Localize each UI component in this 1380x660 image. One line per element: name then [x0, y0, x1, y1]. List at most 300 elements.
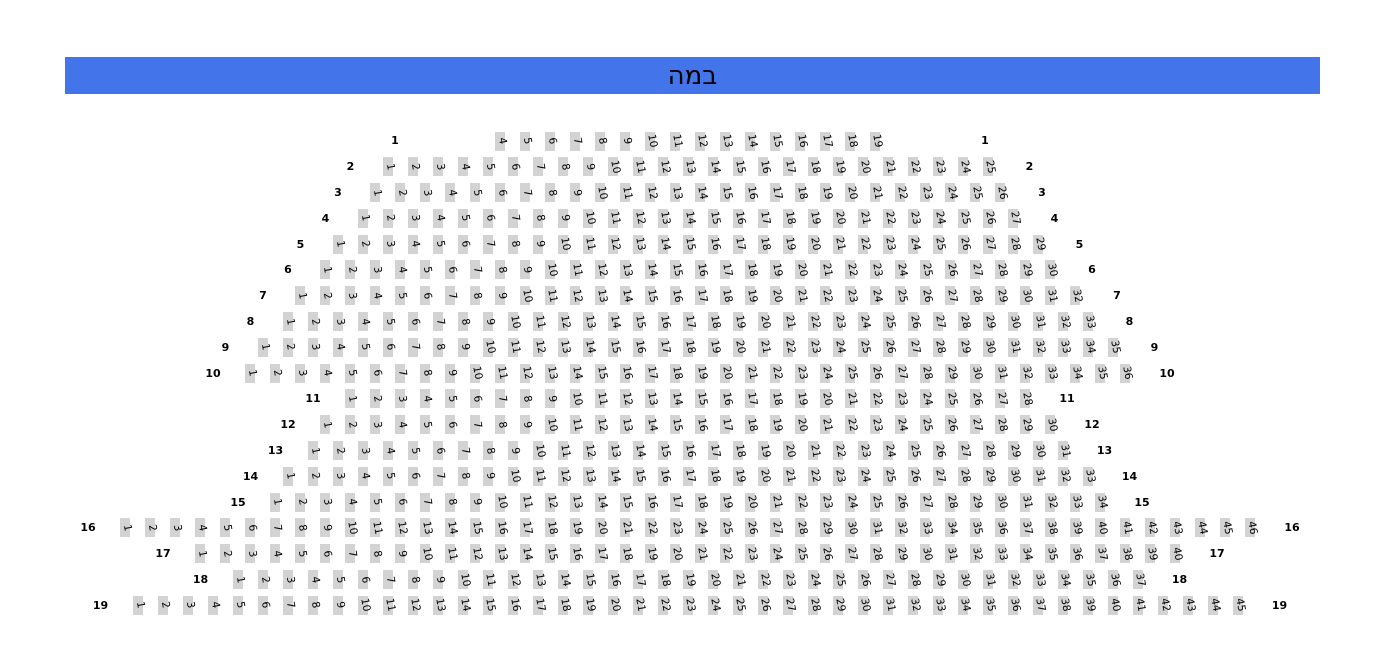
seat[interactable]: [553, 154, 578, 180]
seat[interactable]: [403, 205, 428, 231]
seat[interactable]: [390, 541, 415, 567]
seat[interactable]: [940, 360, 965, 386]
seat[interactable]: [353, 567, 378, 593]
seat[interactable]: [728, 334, 753, 360]
seat[interactable]: [340, 515, 365, 541]
seat[interactable]: [1028, 309, 1053, 335]
seat[interactable]: [340, 386, 365, 412]
seat[interactable]: [453, 438, 478, 464]
seat[interactable]: [928, 438, 953, 464]
seat[interactable]: [540, 257, 565, 283]
seat[interactable]: [740, 283, 765, 309]
seat[interactable]: [953, 309, 978, 335]
seat[interactable]: [840, 257, 865, 283]
seat[interactable]: [740, 128, 765, 154]
seat[interactable]: [865, 515, 890, 541]
seat[interactable]: [903, 334, 928, 360]
seat[interactable]: [790, 412, 815, 438]
seat[interactable]: [940, 515, 965, 541]
seat[interactable]: [640, 489, 665, 515]
seat[interactable]: [915, 360, 940, 386]
seat[interactable]: [378, 154, 403, 180]
seat[interactable]: [990, 180, 1015, 206]
seat[interactable]: [740, 257, 765, 283]
seat[interactable]: [840, 489, 865, 515]
seat[interactable]: [803, 309, 828, 335]
seat[interactable]: [715, 541, 740, 567]
seat[interactable]: [953, 154, 978, 180]
seat[interactable]: [465, 360, 490, 386]
seat[interactable]: [440, 386, 465, 412]
seat[interactable]: [840, 180, 865, 206]
seat[interactable]: [965, 386, 990, 412]
seat[interactable]: [653, 463, 678, 489]
seat[interactable]: [378, 567, 403, 593]
seat[interactable]: [315, 257, 340, 283]
seat[interactable]: [1015, 541, 1040, 567]
seat[interactable]: [503, 463, 528, 489]
seat[interactable]: [203, 592, 228, 618]
seat[interactable]: [828, 154, 853, 180]
seat[interactable]: [478, 463, 503, 489]
seat[interactable]: [678, 567, 703, 593]
seat[interactable]: [578, 463, 603, 489]
seat[interactable]: [1015, 515, 1040, 541]
seat[interactable]: [628, 463, 653, 489]
seat[interactable]: [853, 309, 878, 335]
seat[interactable]: [1028, 567, 1053, 593]
seat[interactable]: [1053, 567, 1078, 593]
seat[interactable]: [653, 205, 678, 231]
seat[interactable]: [640, 412, 665, 438]
seat[interactable]: [678, 334, 703, 360]
seat[interactable]: [328, 463, 353, 489]
seat[interactable]: [1015, 412, 1040, 438]
seat[interactable]: [965, 180, 990, 206]
seat[interactable]: [265, 541, 290, 567]
seat[interactable]: [1103, 334, 1128, 360]
seat[interactable]: [928, 567, 953, 593]
seat[interactable]: [515, 386, 540, 412]
seat[interactable]: [528, 205, 553, 231]
seat[interactable]: [453, 463, 478, 489]
seat[interactable]: [503, 567, 528, 593]
seat[interactable]: [790, 283, 815, 309]
seat[interactable]: [840, 515, 865, 541]
seat[interactable]: [190, 515, 215, 541]
seat[interactable]: [815, 360, 840, 386]
seat[interactable]: [715, 128, 740, 154]
seat[interactable]: [278, 334, 303, 360]
seat[interactable]: [1028, 463, 1053, 489]
seat[interactable]: [653, 567, 678, 593]
seat[interactable]: [878, 154, 903, 180]
seat[interactable]: [1140, 541, 1165, 567]
seat[interactable]: [690, 412, 715, 438]
seat[interactable]: [828, 205, 853, 231]
seat[interactable]: [403, 231, 428, 257]
seat[interactable]: [928, 154, 953, 180]
seat[interactable]: [340, 541, 365, 567]
seat[interactable]: [403, 309, 428, 335]
seat[interactable]: [515, 257, 540, 283]
seat[interactable]: [403, 567, 428, 593]
seat[interactable]: [590, 180, 615, 206]
seat[interactable]: [415, 489, 440, 515]
seat[interactable]: [665, 541, 690, 567]
seat[interactable]: [515, 128, 540, 154]
seat[interactable]: [278, 309, 303, 335]
seat[interactable]: [815, 283, 840, 309]
seat[interactable]: [1053, 334, 1078, 360]
seat[interactable]: [878, 309, 903, 335]
seat[interactable]: [665, 489, 690, 515]
seat[interactable]: [553, 231, 578, 257]
seat[interactable]: [1115, 515, 1140, 541]
seat[interactable]: [428, 592, 453, 618]
seat[interactable]: [128, 592, 153, 618]
seat[interactable]: [1003, 567, 1028, 593]
seat[interactable]: [665, 360, 690, 386]
seat[interactable]: [665, 515, 690, 541]
seat[interactable]: [565, 515, 590, 541]
seat[interactable]: [690, 489, 715, 515]
seat[interactable]: [790, 515, 815, 541]
seat[interactable]: [290, 515, 315, 541]
seat[interactable]: [428, 309, 453, 335]
seat[interactable]: [190, 541, 215, 567]
seat[interactable]: [390, 257, 415, 283]
seat[interactable]: [853, 334, 878, 360]
seat[interactable]: [603, 334, 628, 360]
seat[interactable]: [1078, 334, 1103, 360]
seat[interactable]: [153, 592, 178, 618]
seat[interactable]: [640, 283, 665, 309]
seat[interactable]: [940, 412, 965, 438]
seat[interactable]: [790, 386, 815, 412]
seat[interactable]: [1003, 205, 1028, 231]
seat[interactable]: [540, 412, 565, 438]
seat[interactable]: [878, 592, 903, 618]
seat[interactable]: [315, 283, 340, 309]
seat[interactable]: [790, 489, 815, 515]
seat[interactable]: [403, 154, 428, 180]
seat[interactable]: [603, 205, 628, 231]
seat[interactable]: [328, 231, 353, 257]
seat[interactable]: [240, 541, 265, 567]
seat[interactable]: [515, 180, 540, 206]
seat[interactable]: [628, 154, 653, 180]
seat[interactable]: [465, 412, 490, 438]
seat[interactable]: [503, 334, 528, 360]
seat[interactable]: [415, 360, 440, 386]
seat[interactable]: [278, 592, 303, 618]
seat[interactable]: [1015, 257, 1040, 283]
seat[interactable]: [715, 360, 740, 386]
seat[interactable]: [528, 592, 553, 618]
seat[interactable]: [390, 283, 415, 309]
seat[interactable]: [603, 154, 628, 180]
seat[interactable]: [565, 180, 590, 206]
seat[interactable]: [990, 515, 1015, 541]
seat[interactable]: [1065, 360, 1090, 386]
seat[interactable]: [715, 489, 740, 515]
seat[interactable]: [978, 592, 1003, 618]
seat[interactable]: [428, 334, 453, 360]
seat[interactable]: [515, 541, 540, 567]
seat[interactable]: [853, 463, 878, 489]
seat[interactable]: [1053, 463, 1078, 489]
seat[interactable]: [1103, 592, 1128, 618]
seat[interactable]: [578, 334, 603, 360]
seat[interactable]: [353, 592, 378, 618]
seat[interactable]: [265, 515, 290, 541]
seat[interactable]: [1240, 515, 1265, 541]
seat[interactable]: [815, 180, 840, 206]
seat[interactable]: [765, 128, 790, 154]
seat[interactable]: [553, 205, 578, 231]
seat[interactable]: [978, 205, 1003, 231]
seat[interactable]: [653, 592, 678, 618]
seat[interactable]: [540, 515, 565, 541]
seat[interactable]: [490, 515, 515, 541]
seat[interactable]: [1003, 309, 1028, 335]
seat[interactable]: [540, 489, 565, 515]
seat[interactable]: [1065, 515, 1090, 541]
seat[interactable]: [503, 438, 528, 464]
seat[interactable]: [303, 309, 328, 335]
seat[interactable]: [665, 412, 690, 438]
seat[interactable]: [978, 154, 1003, 180]
seat[interactable]: [453, 592, 478, 618]
seat[interactable]: [828, 231, 853, 257]
seat[interactable]: [1078, 592, 1103, 618]
seat[interactable]: [928, 463, 953, 489]
seat[interactable]: [1128, 567, 1153, 593]
seat[interactable]: [603, 438, 628, 464]
seat[interactable]: [728, 205, 753, 231]
seat[interactable]: [553, 592, 578, 618]
seat[interactable]: [978, 334, 1003, 360]
seat[interactable]: [690, 257, 715, 283]
seat[interactable]: [915, 180, 940, 206]
seat[interactable]: [303, 463, 328, 489]
seat[interactable]: [703, 231, 728, 257]
seat[interactable]: [365, 283, 390, 309]
seat[interactable]: [378, 334, 403, 360]
seat[interactable]: [378, 463, 403, 489]
seat[interactable]: [728, 154, 753, 180]
seat[interactable]: [440, 412, 465, 438]
seat[interactable]: [953, 438, 978, 464]
seat[interactable]: [703, 463, 728, 489]
seat[interactable]: [1015, 283, 1040, 309]
seat[interactable]: [665, 386, 690, 412]
seat[interactable]: [903, 231, 928, 257]
seat[interactable]: [378, 205, 403, 231]
seat[interactable]: [865, 541, 890, 567]
seat[interactable]: [453, 205, 478, 231]
seat[interactable]: [865, 180, 890, 206]
seat[interactable]: [853, 154, 878, 180]
seat[interactable]: [578, 567, 603, 593]
seat[interactable]: [915, 489, 940, 515]
seat[interactable]: [490, 386, 515, 412]
seat[interactable]: [653, 438, 678, 464]
seat[interactable]: [365, 489, 390, 515]
seat[interactable]: [1015, 489, 1040, 515]
seat[interactable]: [578, 438, 603, 464]
seat[interactable]: [815, 412, 840, 438]
seat[interactable]: [803, 205, 828, 231]
seat[interactable]: [603, 231, 628, 257]
seat[interactable]: [915, 283, 940, 309]
seat[interactable]: [440, 180, 465, 206]
seat[interactable]: [678, 231, 703, 257]
seat[interactable]: [853, 231, 878, 257]
seat[interactable]: [553, 567, 578, 593]
seat[interactable]: [1053, 309, 1078, 335]
seat[interactable]: [553, 309, 578, 335]
seat[interactable]: [640, 541, 665, 567]
seat[interactable]: [778, 309, 803, 335]
seat[interactable]: [240, 360, 265, 386]
seat[interactable]: [553, 334, 578, 360]
seat[interactable]: [1015, 360, 1040, 386]
seat[interactable]: [865, 489, 890, 515]
seat[interactable]: [740, 541, 765, 567]
seat[interactable]: [440, 360, 465, 386]
seat[interactable]: [715, 386, 740, 412]
seat[interactable]: [328, 334, 353, 360]
seat[interactable]: [753, 438, 778, 464]
seat[interactable]: [890, 257, 915, 283]
seat[interactable]: [615, 541, 640, 567]
seat[interactable]: [328, 438, 353, 464]
seat[interactable]: [465, 515, 490, 541]
seat[interactable]: [753, 205, 778, 231]
seat[interactable]: [978, 438, 1003, 464]
seat[interactable]: [803, 334, 828, 360]
seat[interactable]: [790, 541, 815, 567]
seat[interactable]: [565, 489, 590, 515]
seat[interactable]: [965, 541, 990, 567]
seat[interactable]: [815, 515, 840, 541]
seat[interactable]: [1115, 541, 1140, 567]
seat[interactable]: [878, 463, 903, 489]
seat[interactable]: [615, 515, 640, 541]
seat[interactable]: [778, 205, 803, 231]
seat[interactable]: [765, 386, 790, 412]
seat[interactable]: [928, 592, 953, 618]
seat[interactable]: [278, 567, 303, 593]
seat[interactable]: [540, 180, 565, 206]
seat[interactable]: [890, 541, 915, 567]
seat[interactable]: [653, 231, 678, 257]
seat[interactable]: [628, 309, 653, 335]
seat[interactable]: [615, 386, 640, 412]
seat[interactable]: [115, 515, 140, 541]
seat[interactable]: [528, 309, 553, 335]
seat[interactable]: [540, 283, 565, 309]
seat[interactable]: [678, 463, 703, 489]
seat[interactable]: [440, 515, 465, 541]
seat[interactable]: [665, 283, 690, 309]
seat[interactable]: [615, 360, 640, 386]
seat[interactable]: [715, 180, 740, 206]
seat[interactable]: [465, 386, 490, 412]
seat[interactable]: [365, 541, 390, 567]
seat[interactable]: [840, 386, 865, 412]
seat[interactable]: [903, 567, 928, 593]
seat[interactable]: [865, 386, 890, 412]
seat[interactable]: [640, 180, 665, 206]
seat[interactable]: [478, 231, 503, 257]
seat[interactable]: [890, 412, 915, 438]
seat[interactable]: [515, 489, 540, 515]
seat[interactable]: [928, 231, 953, 257]
seat[interactable]: [615, 257, 640, 283]
seat[interactable]: [953, 567, 978, 593]
seat[interactable]: [315, 541, 340, 567]
seat[interactable]: [740, 180, 765, 206]
seat[interactable]: [690, 515, 715, 541]
seat[interactable]: [790, 360, 815, 386]
seat[interactable]: [303, 567, 328, 593]
seat[interactable]: [428, 154, 453, 180]
seat[interactable]: [778, 592, 803, 618]
seat[interactable]: [803, 567, 828, 593]
seat[interactable]: [653, 334, 678, 360]
seat[interactable]: [728, 438, 753, 464]
seat[interactable]: [453, 334, 478, 360]
seat[interactable]: [678, 592, 703, 618]
seat[interactable]: [765, 257, 790, 283]
seat[interactable]: [940, 386, 965, 412]
seat[interactable]: [978, 309, 1003, 335]
seat[interactable]: [378, 231, 403, 257]
seat[interactable]: [915, 412, 940, 438]
seat[interactable]: [1040, 257, 1065, 283]
seat[interactable]: [290, 360, 315, 386]
seat[interactable]: [840, 412, 865, 438]
seat[interactable]: [415, 180, 440, 206]
seat[interactable]: [390, 515, 415, 541]
seat[interactable]: [290, 489, 315, 515]
seat[interactable]: [815, 128, 840, 154]
seat[interactable]: [965, 412, 990, 438]
seat[interactable]: [640, 386, 665, 412]
seat[interactable]: [815, 489, 840, 515]
seat[interactable]: [878, 438, 903, 464]
seat[interactable]: [878, 567, 903, 593]
seat[interactable]: [803, 592, 828, 618]
seat[interactable]: [778, 231, 803, 257]
seat[interactable]: [990, 386, 1015, 412]
seat[interactable]: [240, 515, 265, 541]
seat[interactable]: [340, 283, 365, 309]
seat[interactable]: [415, 412, 440, 438]
seat[interactable]: [790, 180, 815, 206]
seat[interactable]: [878, 231, 903, 257]
seat[interactable]: [778, 567, 803, 593]
seat[interactable]: [590, 515, 615, 541]
seat[interactable]: [640, 360, 665, 386]
seat[interactable]: [315, 360, 340, 386]
seat[interactable]: [178, 592, 203, 618]
seat[interactable]: [590, 360, 615, 386]
seat[interactable]: [565, 283, 590, 309]
